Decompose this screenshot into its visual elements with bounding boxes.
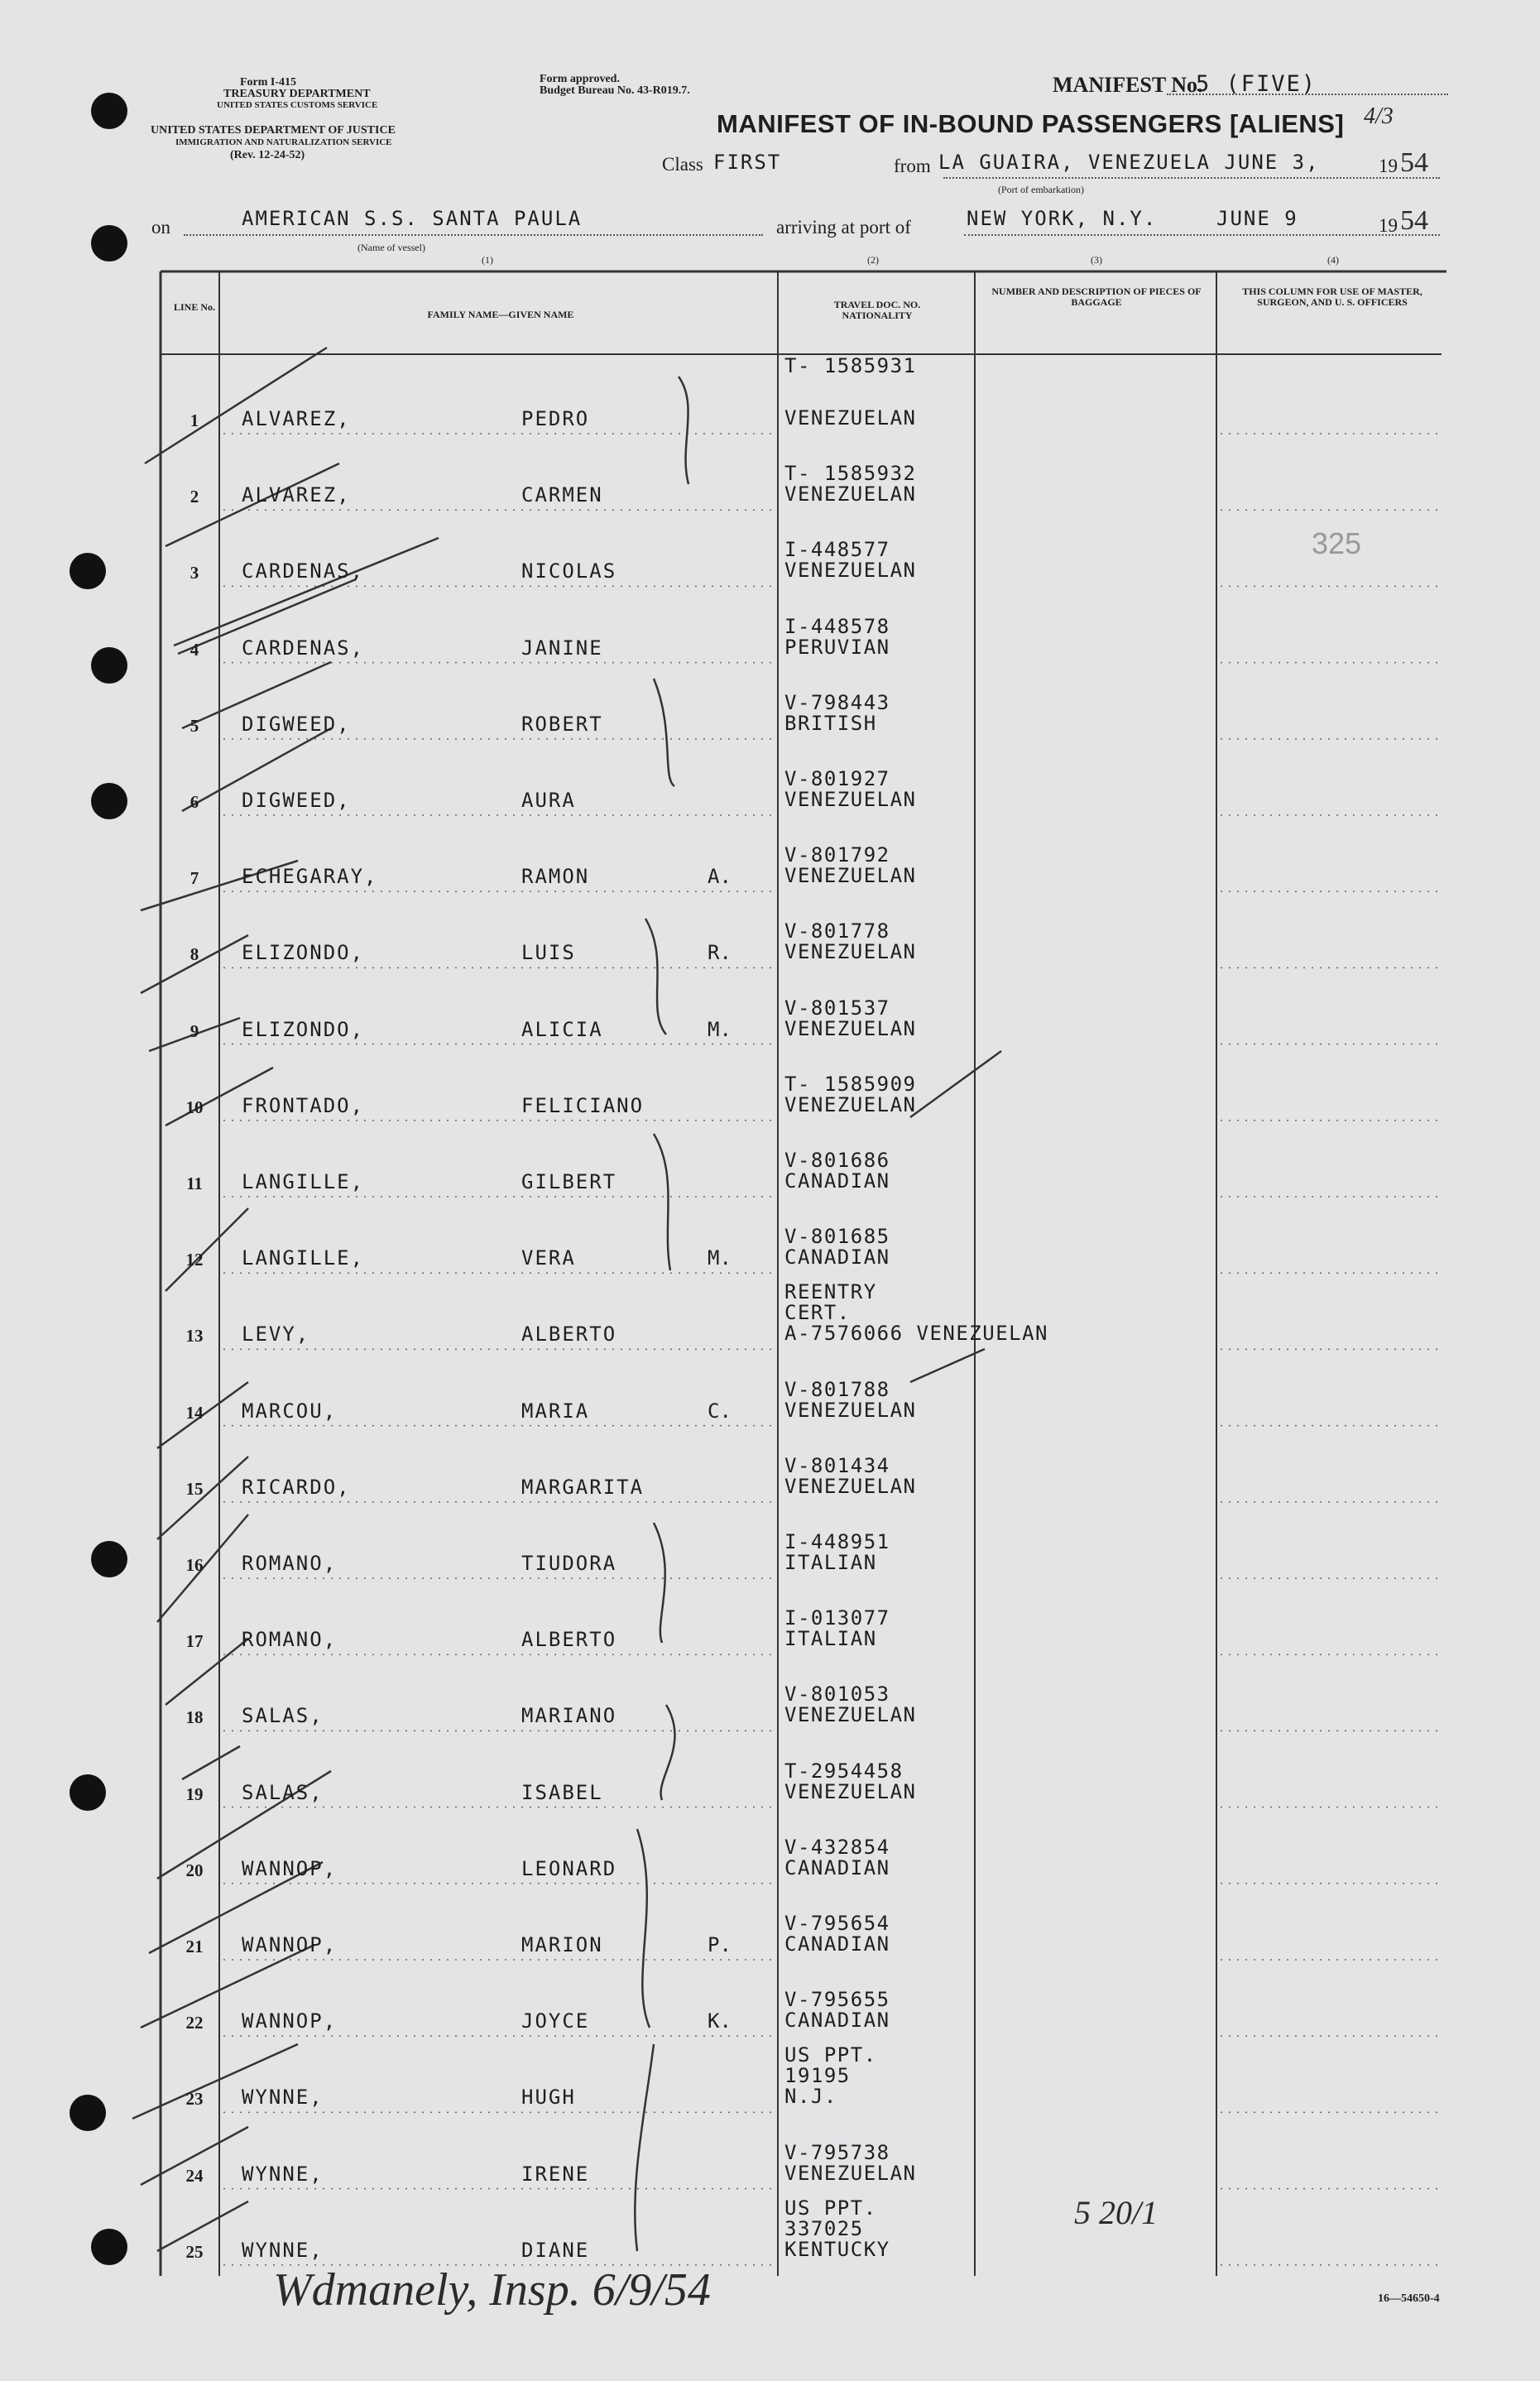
travel-doc-line: CANADIAN: [784, 1246, 890, 1270]
table-row: [0, 2194, 1540, 2270]
line-number: 13: [185, 1326, 204, 1347]
middle-initial: R.: [708, 941, 732, 965]
travel-doc: [784, 2045, 877, 2107]
embark-year: 54: [1400, 147, 1428, 178]
line-number: 19: [185, 1783, 204, 1804]
travel-doc-line: V-801053: [784, 1683, 890, 1707]
travel-doc: [784, 463, 917, 505]
travel-doc-line: T-2954458: [784, 1759, 904, 1783]
col-header-name: FAMILY NAME—GIVEN NAME: [427, 309, 574, 320]
table-row: [0, 1889, 1540, 1965]
port-caption: (Port of embarkation): [998, 184, 1084, 195]
line-number: 6: [190, 792, 199, 812]
travel-doc-line: N.J.: [784, 2085, 837, 2109]
arrival-year-prefix: 19: [1379, 215, 1398, 236]
line-number: 11: [186, 1174, 203, 1193]
family-name: LANGILLE,: [242, 1246, 365, 1270]
travel-doc-line: V-432854: [784, 1835, 890, 1859]
table-row: [0, 1202, 1540, 1278]
travel-doc: [784, 690, 890, 735]
travel-doc-line: V-795738: [784, 2140, 890, 2164]
travel-doc-line: 337025: [784, 2216, 864, 2240]
family-name: WYNNE,: [242, 2238, 324, 2262]
family-name: DIGWEED,: [242, 789, 351, 812]
travel-doc: [784, 1684, 917, 1726]
family-name: RICARDO,: [242, 1475, 351, 1499]
line-number: 8: [190, 944, 199, 965]
travel-doc: [784, 769, 917, 810]
family-name: WANNOP,: [242, 2009, 338, 2033]
given-name: VERA: [521, 1246, 576, 1270]
line-number: 7: [190, 868, 199, 889]
travel-doc: [784, 1608, 890, 1649]
family-name: ROMANO,: [242, 1552, 338, 1575]
table-row: [0, 896, 1540, 972]
travel-doc-line: VENEZUELAN: [784, 559, 917, 583]
travel-doc-line: PERUVIAN: [784, 635, 890, 659]
travel-doc-line: CANADIAN: [784, 1932, 890, 1956]
given-name: CARMEN: [521, 483, 603, 507]
table-row: [0, 1355, 1540, 1431]
travel-doc-line: V-801788: [784, 1377, 890, 1401]
table-row: [0, 1965, 1540, 2041]
travel-doc-line: ITALIAN: [784, 1627, 877, 1651]
travel-doc: [784, 921, 917, 962]
family-name: MARCOU,: [242, 1399, 338, 1423]
travel-doc-line: VENEZUELAN: [784, 1703, 917, 1727]
travel-doc-line: VENEZUELAN: [784, 940, 917, 964]
travel-doc-line: I-013077: [784, 1606, 890, 1630]
travel-doc-line: I-448578: [784, 614, 890, 638]
travel-doc-line: VENEZUELAN: [784, 1016, 917, 1040]
given-name: DIANE: [521, 2238, 590, 2262]
given-name: AURA: [521, 789, 576, 812]
table-row: [0, 820, 1540, 896]
treasury-dept: TREASURY DEPARTMENT: [223, 88, 371, 100]
budget-bureau: Budget Bureau No. 43-R019.7.: [540, 84, 690, 97]
family-name: SALAS,: [242, 1780, 324, 1804]
given-name: MARION: [521, 1933, 603, 1956]
table-row: [0, 1431, 1540, 1507]
travel-doc: [784, 1377, 917, 1422]
given-name: HUGH: [521, 2086, 576, 2110]
travel-doc-line: VENEZUELAN: [784, 406, 917, 430]
arriving-label: arriving at port of: [776, 217, 911, 238]
arrival-year: 54: [1400, 205, 1428, 236]
line-number: 4: [190, 639, 199, 660]
line-number: 5: [190, 715, 199, 736]
travel-doc-line: CANADIAN: [784, 2009, 890, 2033]
travel-doc: [784, 1532, 890, 1573]
family-name: ALVAREZ,: [242, 407, 351, 430]
family-name: FRONTADO,: [242, 1093, 365, 1117]
travel-doc-line: US PPT.: [784, 2196, 877, 2220]
travel-doc-line: US PPT.: [784, 2043, 877, 2067]
family-name: WYNNE,: [242, 2162, 324, 2186]
travel-doc: [784, 2140, 917, 2185]
given-name: TIUDORA: [521, 1552, 617, 1575]
travel-doc-line: CANADIAN: [784, 1169, 890, 1193]
travel-doc-line: REENTRY: [784, 1280, 877, 1304]
family-name: DIGWEED,: [242, 712, 351, 736]
family-name: LEVY,: [242, 1323, 310, 1347]
year-prefix: 19: [1379, 156, 1398, 176]
given-name: ROBERT: [521, 712, 603, 736]
travel-doc: [784, 1913, 890, 1955]
line-number: 9: [190, 1020, 199, 1041]
travel-doc-line: V-801685: [784, 1225, 890, 1249]
family-name: ECHEGARAY,: [242, 865, 378, 889]
given-name: RAMON: [521, 865, 590, 889]
col-num-2: (2): [867, 254, 879, 266]
travel-doc-row-1: T- 1585931: [784, 354, 917, 377]
embarkation-port: LA GUAIRA, VENEZUELA JUNE 3,: [938, 151, 1320, 174]
line-number: 12: [185, 1250, 204, 1270]
travel-doc-line: ITALIAN: [784, 1551, 877, 1574]
travel-doc-line: I-448951: [784, 1530, 890, 1553]
col-header-baggage: NUMBER AND DESCRIPTION OF PIECES OF BAGGAGE: [991, 286, 1202, 308]
given-name: LEONARD: [521, 1856, 617, 1880]
travel-doc-line: VENEZUELAN: [784, 1474, 917, 1498]
middle-initial: K.: [708, 2009, 732, 2033]
line-number: 16: [185, 1555, 204, 1575]
line-number: 14: [185, 1402, 204, 1423]
arrival-port: NEW YORK, N.Y.: [967, 207, 1158, 230]
table-row: [0, 1049, 1540, 1126]
col-num-3: (3): [1091, 254, 1102, 266]
family-name: ALVAREZ,: [242, 483, 351, 507]
travel-doc-line: V-801927: [784, 767, 890, 790]
given-name: GILBERT: [521, 1170, 617, 1193]
given-name: ALICIA: [521, 1017, 603, 1041]
line-number: 10: [185, 1097, 204, 1117]
given-name: ISABEL: [521, 1780, 603, 1804]
table-row: [0, 744, 1540, 820]
middle-initial: M.: [708, 1017, 732, 1041]
travel-doc-line: BRITISH: [784, 711, 877, 735]
officer-note: 325: [1312, 526, 1362, 560]
line-number: 23: [185, 2089, 204, 2110]
given-name: ALBERTO: [521, 1628, 617, 1652]
family-name: WANNOP,: [242, 1933, 338, 1956]
travel-doc: [784, 1227, 890, 1268]
col-num-4: (4): [1327, 254, 1339, 266]
table-row: [0, 592, 1540, 668]
line-number: 3: [190, 563, 199, 583]
col-num-1: (1): [482, 254, 493, 266]
travel-doc-line: V-801686: [784, 1149, 890, 1172]
travel-doc: [784, 845, 917, 886]
travel-doc-line: I-448577: [784, 538, 890, 562]
revision: (Rev. 12-24-52): [230, 149, 305, 161]
manifest-title: MANIFEST OF IN-BOUND PASSENGERS [ALIENS]: [717, 109, 1345, 138]
family-name: SALAS,: [242, 1704, 324, 1728]
handwritten-corner-note: 4/3: [1364, 103, 1394, 129]
given-name: JANINE: [521, 636, 603, 660]
col-header-travel-doc: TRAVEL DOC. NO. NATIONALITY: [833, 299, 921, 321]
travel-doc: [784, 1761, 917, 1803]
line-number: 24: [185, 2165, 204, 2186]
given-name: MARIANO: [521, 1704, 617, 1728]
middle-initial: P.: [708, 1933, 732, 1956]
arrival-date: JUNE 9: [1216, 207, 1298, 230]
table-row: [0, 973, 1540, 1049]
travel-doc-line: CERT.: [784, 1301, 851, 1325]
family-name: ELIZONDO,: [242, 1017, 365, 1041]
table-row: [0, 1583, 1540, 1659]
table-row: [0, 439, 1540, 515]
given-name: MARGARITA: [521, 1475, 645, 1499]
travel-doc-line: A-7576066 VENEZUELAN: [784, 1322, 1048, 1346]
middle-initial: A.: [708, 865, 732, 889]
travel-doc-line: VENEZUELAN: [784, 482, 917, 506]
travel-doc: [784, 1150, 890, 1192]
family-name: ROMANO,: [242, 1628, 338, 1652]
travel-doc: [784, 2198, 890, 2260]
travel-doc-line: KENTUCKY: [784, 2237, 890, 2261]
family-name: WANNOP,: [242, 1856, 338, 1880]
table-row: [0, 2118, 1540, 2194]
line-number: 2: [190, 487, 199, 507]
given-name: PEDRO: [521, 407, 590, 430]
manifest-no-value: 5 (FIVE): [1196, 71, 1317, 97]
travel-doc-line: VENEZUELAN: [784, 1092, 917, 1116]
table-row: [0, 1278, 1540, 1354]
given-name: LUIS: [521, 941, 576, 965]
col-header-officers: THIS COLUMN FOR USE OF MASTER, SURGEON, AND U. S. OFFICERS: [1242, 286, 1422, 308]
travel-doc-line: 19195: [784, 2064, 851, 2088]
class-value: FIRST: [713, 151, 782, 174]
family-name: CARDENAS,: [242, 559, 365, 583]
form-approved: Form approved.: [540, 73, 620, 85]
travel-doc: [784, 614, 890, 659]
customs-service: UNITED STATES CUSTOMS SERVICE: [217, 100, 378, 110]
given-name: ALBERTO: [521, 1323, 617, 1347]
table-row: [0, 2041, 1540, 2117]
form-code: 16—54650-4: [1378, 2292, 1440, 2305]
family-name: WYNNE,: [242, 2086, 324, 2110]
tally-note: 5 20/1: [1074, 2194, 1159, 2231]
travel-doc-line: V-798443: [784, 690, 890, 714]
on-label: on: [151, 217, 170, 238]
inspector-signature: Wdmanely, Insp. 6/9/54: [273, 2264, 711, 2316]
travel-doc: [784, 1453, 917, 1498]
manifest-no-label: MANIFEST No.: [1053, 73, 1203, 97]
travel-doc-line: T- 1585932: [784, 462, 917, 486]
middle-initial: C.: [708, 1399, 732, 1423]
family-name: CARDENAS,: [242, 636, 365, 660]
given-name: NICOLAS: [521, 559, 617, 583]
line-number: 1: [190, 410, 199, 430]
line-number: 20: [185, 1860, 204, 1880]
family-name: LANGILLE,: [242, 1170, 365, 1193]
travel-doc-line: V-795654: [784, 1912, 890, 1935]
family-name: ELIZONDO,: [242, 941, 365, 965]
col-header-line: LINE No.: [173, 301, 215, 313]
table-row: [0, 362, 1540, 439]
given-name: MARIA: [521, 1399, 590, 1423]
vessel-name: AMERICAN S.S. SANTA PAULA: [242, 207, 583, 230]
middle-initial: M.: [708, 1246, 732, 1270]
table-row: [0, 1736, 1540, 1812]
travel-doc-line: VENEZUELAN: [784, 2161, 917, 2185]
line-number: 22: [185, 2013, 204, 2033]
travel-doc-line: CANADIAN: [784, 1855, 890, 1879]
given-name: JOYCE: [521, 2009, 590, 2033]
vessel-caption: (Name of vessel): [357, 242, 425, 253]
travel-doc: [784, 1837, 890, 1879]
travel-doc-line: VENEZUELAN: [784, 788, 917, 811]
table-row: [0, 1126, 1540, 1202]
ins-service: IMMIGRATION AND NATURALIZATION SERVICE: [175, 137, 392, 147]
line-number: 15: [185, 1478, 204, 1499]
form-number: Form I-415: [240, 76, 297, 89]
table-row: [0, 668, 1540, 744]
given-name: FELICIANO: [521, 1093, 645, 1117]
travel-doc-line: V-795655: [784, 1988, 890, 2012]
travel-doc-line: VENEZUELAN: [784, 1779, 917, 1803]
travel-doc-line: T- 1585909: [784, 1072, 917, 1096]
travel-doc-line: V-801537: [784, 996, 890, 1020]
travel-doc-line: V-801778: [784, 919, 890, 943]
class-label: Class: [662, 154, 703, 175]
travel-doc: [784, 1282, 1048, 1344]
line-number: 17: [185, 1631, 204, 1652]
from-label: from: [894, 156, 931, 176]
table-row: [0, 515, 1540, 591]
line-number: 18: [185, 1707, 204, 1728]
given-name: IRENE: [521, 2162, 590, 2186]
travel-doc-line: VENEZUELAN: [784, 864, 917, 888]
justice-dept: UNITED STATES DEPARTMENT OF JUSTICE: [151, 124, 396, 137]
travel-doc-line: V-801434: [784, 1453, 890, 1477]
line-number: 21: [185, 1937, 204, 1956]
table-row: [0, 1659, 1540, 1735]
travel-doc: [784, 998, 917, 1039]
travel-doc: [784, 1990, 890, 2031]
table-row: [0, 1507, 1540, 1583]
travel-doc: [784, 1074, 917, 1116]
travel-doc: [784, 540, 917, 581]
travel-doc-line: VENEZUELAN: [784, 1398, 917, 1422]
line-number: 25: [185, 2241, 204, 2262]
table-row: [0, 1812, 1540, 1889]
travel-doc: [784, 408, 917, 429]
travel-doc-line: V-801792: [784, 843, 890, 867]
